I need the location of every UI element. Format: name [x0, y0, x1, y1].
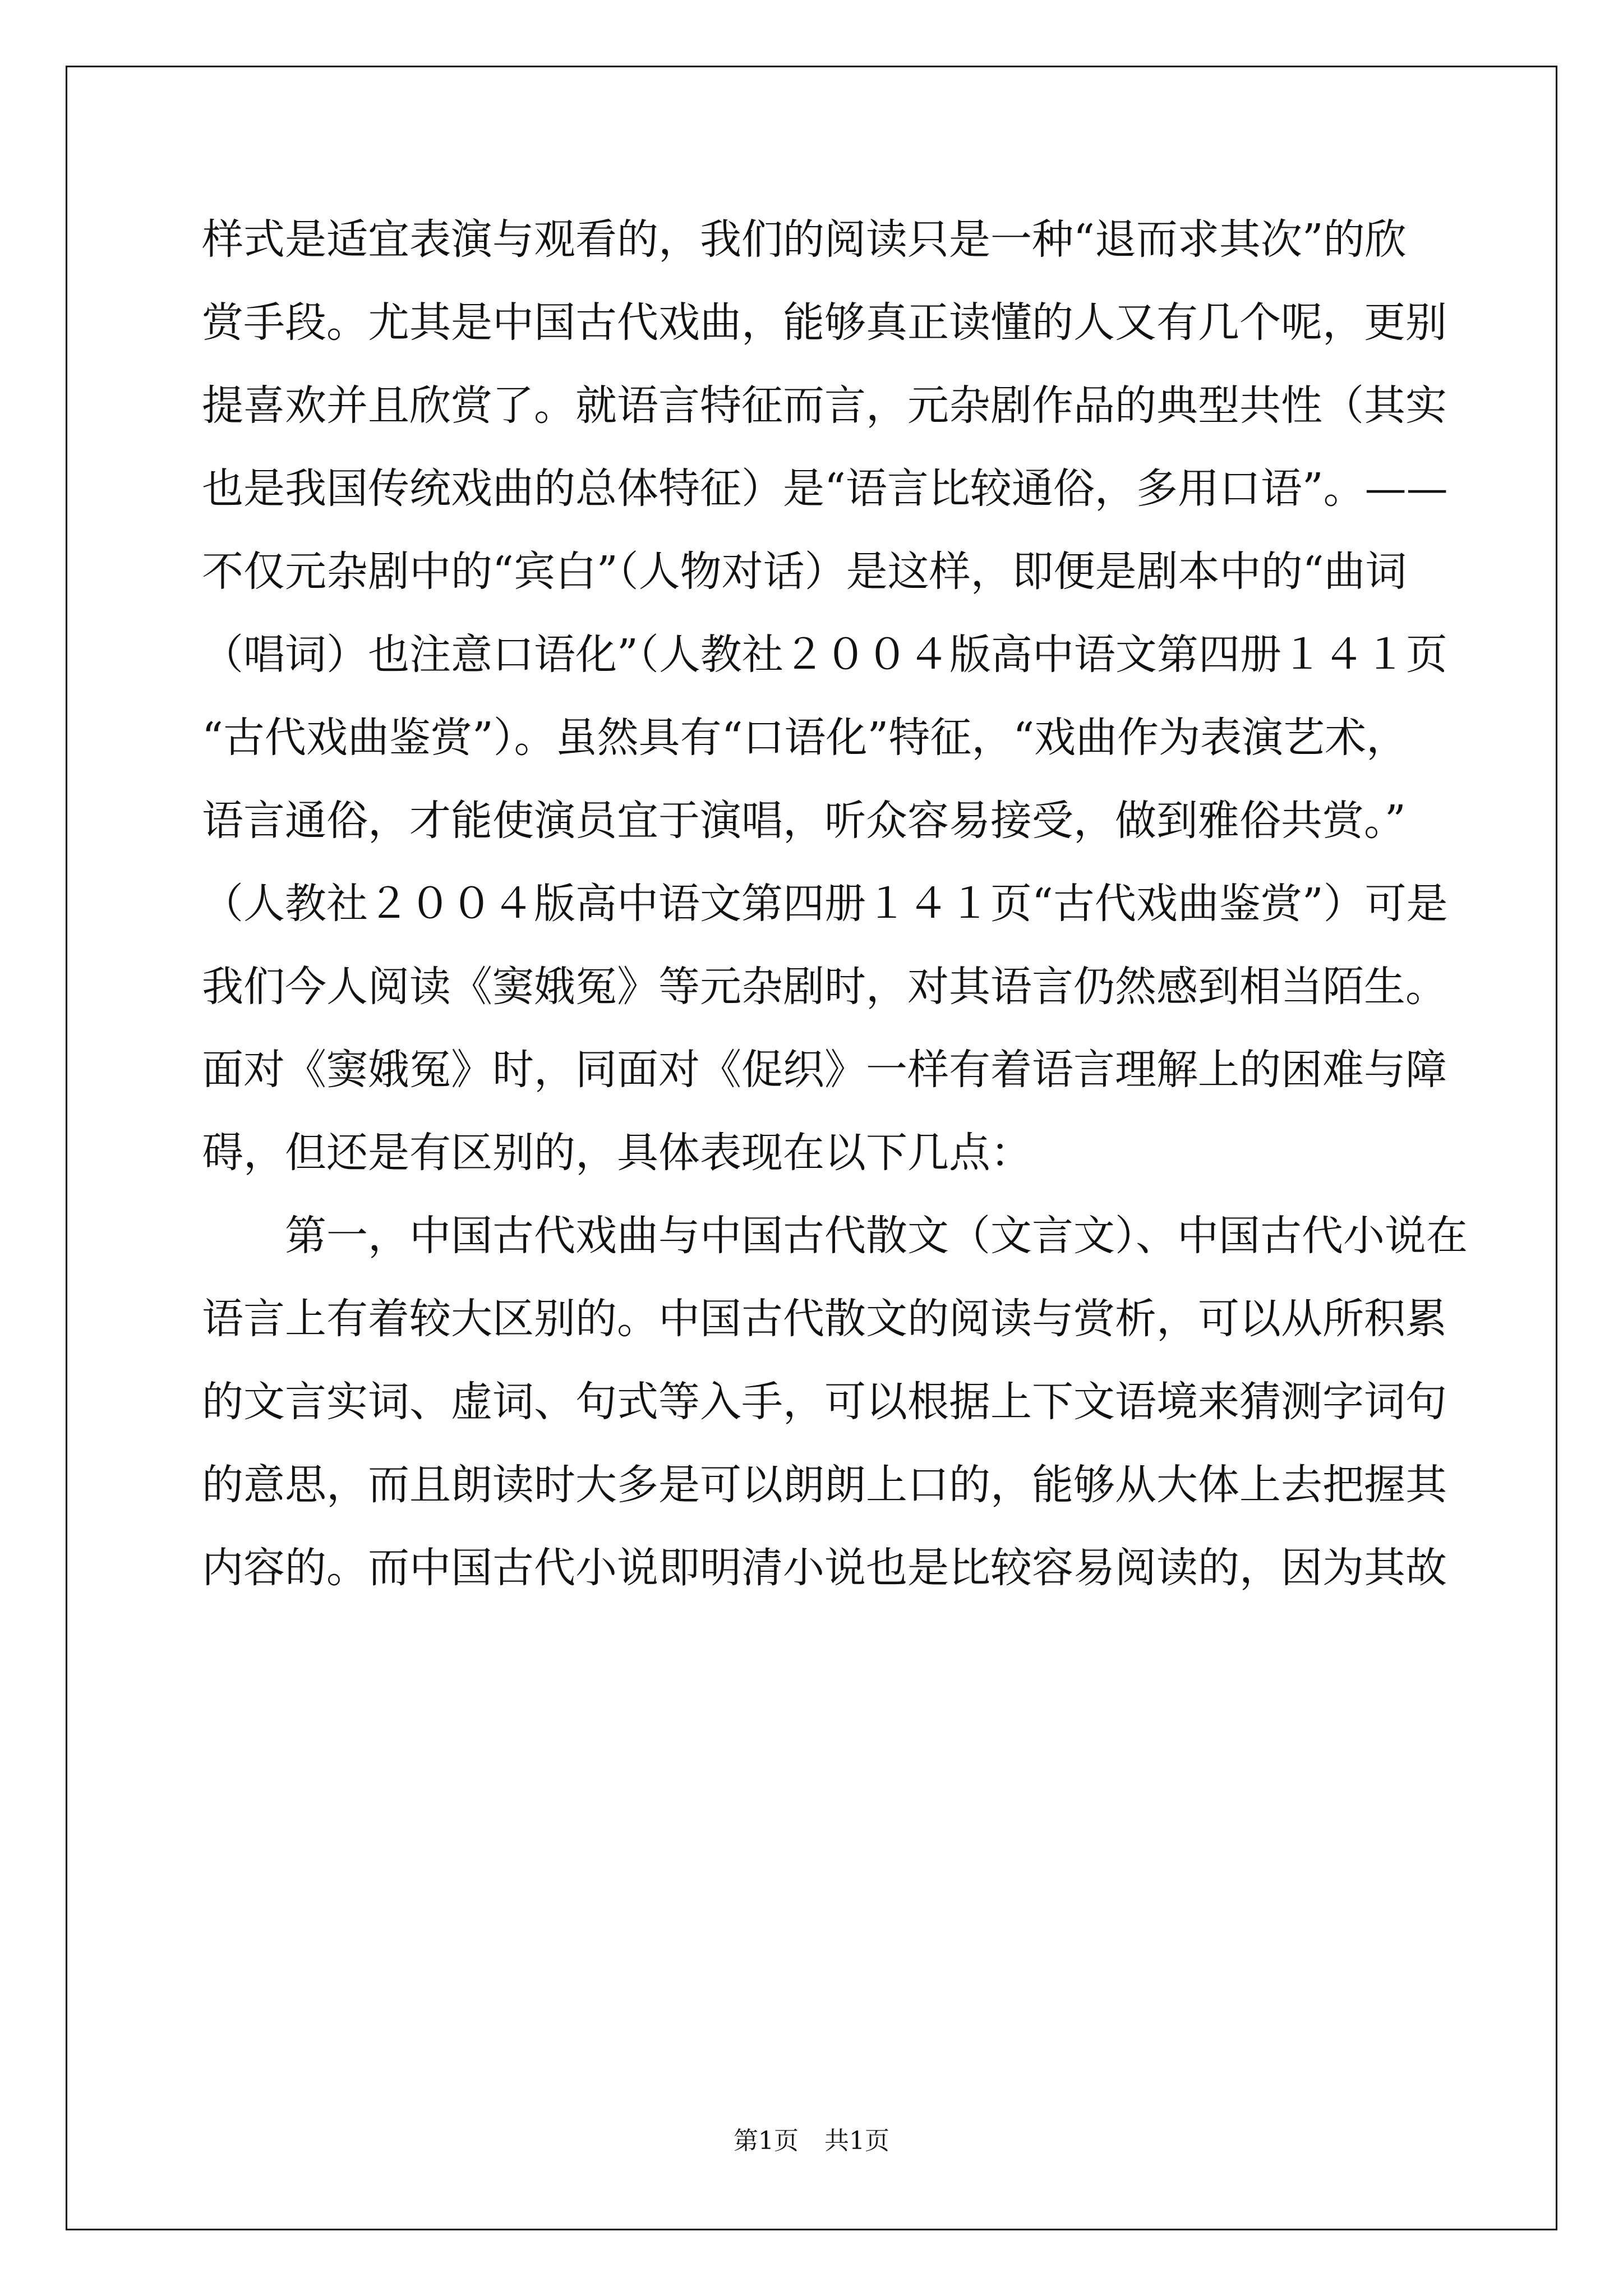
- page-total: 共1页: [824, 2127, 889, 2155]
- text-line: 内容的。而中国古代小说即明清小说也是比较容易阅读的，因为其故: [202, 1544, 1447, 1592]
- document-body: [202, 208, 1468, 1619]
- paragraph-start-line: 第一，中国古代戏曲与中国古代散文（文言文）、中国古代小说在: [285, 1212, 1468, 1260]
- text-line: （人教社２００４版高中语文第四册１４１页“古代戏曲鉴赏”）可是: [202, 880, 1448, 928]
- text-line: 我们今人阅读《窦娥冤》等元杂剧时，对其语言仍然感到相当陌生。: [202, 963, 1447, 1011]
- text-line: 不仅元杂剧中的“宾白”（人物对话）是这样，即便是剧本中的“曲词: [202, 547, 1407, 596]
- text-line: 面对《窦娥冤》时，同面对《促织》一样有着语言理解上的困难与障: [202, 1046, 1447, 1094]
- text-line: 的文言实词、虚词、句式等入手，可以根据上下文语境来猜测字词句: [202, 1378, 1447, 1426]
- page-footer: [0, 2120, 1623, 2156]
- text-line: 语言上有着较大区别的。中国古代散文的阅读与赏析，可以从所积累: [202, 1295, 1447, 1343]
- text-line: 碍，但还是有区别的，具体表现在以下几点：: [202, 1129, 1032, 1177]
- text-line: 也是我国传统戏曲的总体特征）是“语言比较通俗，多用口语”。——: [202, 464, 1448, 513]
- text-line: “古代戏曲鉴赏”）。虽然具有“口语化”特征，“戏曲作为表演艺术，: [202, 714, 1408, 762]
- text-line: 样式是适宜表演与观看的，我们的阅读只是一种“退而求其次”的欣: [202, 215, 1407, 264]
- text-line: 提喜欢并且欣赏了。就语言特征而言，元杂剧作品的典型共性（其实: [202, 381, 1447, 430]
- text-line: （唱词）也注意口语化”（人教社２００４版高中语文第四册１４１页: [202, 631, 1447, 679]
- text-line: 语言通俗，才能使演员宜于演唱，听众容易接受，做到雅俗共赏。”: [202, 797, 1406, 845]
- page-number: 第1页: [734, 2127, 799, 2155]
- text-line: 的意思，而且朗读时大多是可以朗朗上口的，能够从大体上去把握其: [202, 1461, 1447, 1509]
- text-line: 赏手段。尤其是中国古代戏曲，能够真正读懂的人又有几个呢，更别: [202, 298, 1447, 347]
